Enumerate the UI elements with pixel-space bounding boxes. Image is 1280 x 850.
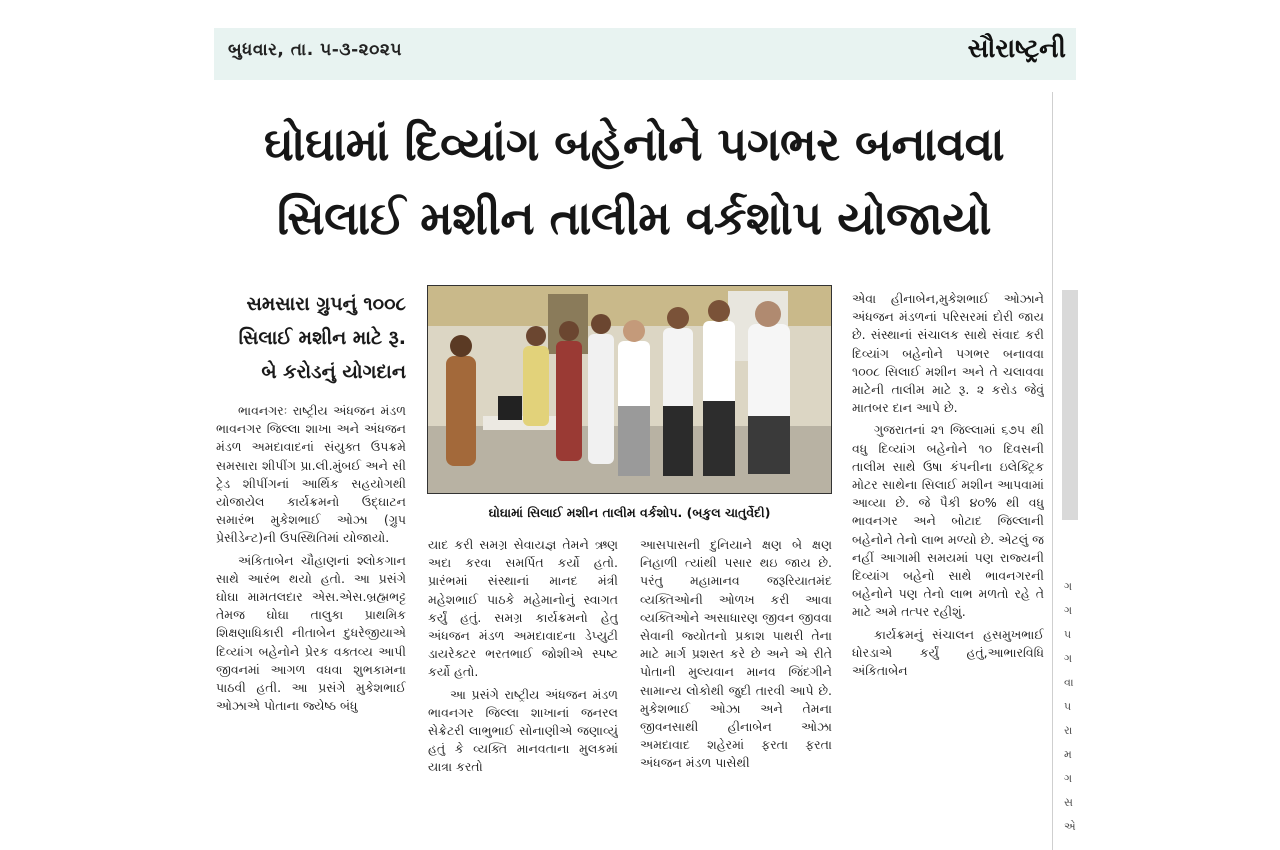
headline-line-2: સિલાઈ મશીન તાલીમ વર્કશોપ યોજાયો — [277, 191, 991, 245]
paragraph: યાદ કરી સમગ્ર સેવાયજ્ઞ તેમને ઋણ અદા કરવા સમર્પિત કર્યો હતો. પ્રારંભમાં સંસ્થાનાં માનદ મંત્રી મહેશભાઈ પાઠકે મહેમાનોનું સ્વાગત કર્યું હતું. સમગ્ર કાર્યક્રમનો હેતુ અંધજન મંડળ અમદાવાદના ડેપ્યુટી ડાયરેક્ટર ભરતભાઈ જોશીએ સ્પષ્ટ કર્યો હતો. — [428, 537, 618, 680]
newspaper-name: સૌરાષ્ટ્રની — [967, 34, 1066, 64]
article-column-4 — [852, 290, 1044, 850]
subheadline-line-1: સમસારા ગ્રુપનું ૧૦૦૮ — [246, 293, 406, 315]
paragraph: અંકિતાબેન ચૌહાણનાં શ્લોકગાન સાથે આરંભ થયો હતો. આ પ્રસંગે ઘોઘા મામતલદાર એસ.એસ.બ્રહ્મભટ્ટ તેમજ ઘોઘા તાલુકા પ્રાથમિક શિક્ષણાધિકારી નીતાબેન દુધરેજીયાએ દિવ્યાંગ બહેનોને પ્રેરક વક્તવ્ય આપી જીવનમાં આગળ વધવા શુભકામના પાઠવી હતી. આ પ્રસંગે મુકેશભાઈ ઓઝાએ પોતાના જ્યેષ્ઠ બંધુ — [216, 552, 406, 714]
news-photo — [427, 285, 832, 494]
subheadline — [216, 287, 406, 389]
subheadline-line-3: બે કરોડનું યોગદાન — [261, 361, 406, 383]
article-column-1 — [216, 402, 406, 850]
paragraph: ગુજરાતનાં ૨૧ જિલ્લામાં ૬૭૫ થી વધુ દિવ્યાંગ બહેનોને ૧૦ દિવસની તાલીમ સાથે ઉષા કંપનીના ઇલેક્ટ્રિક મોટર સાથેના સિલાઈ મશીન આપવામાં આવ્યા છે. જે પૈકી ૪૦% થી વધુ ભાવનગર અને બોટાદ જિલ્લાની બહેનોને તેનો લાભ મળ્યો છે. એટલું જ નહીં આગામી સમયમાં પણ રાજ્યની દિવ્યાંગ બહેનો સાથે ભાવનગરની બહેનોને પણ તેનો લાભ મળતો રહે તે માટે અમે તત્પર રહીશું. — [852, 422, 1044, 620]
photo-caption: ઘોઘામાં સિલાઈ મશીન તાલીમ વર્કશોપ. (બકુલ ચાતુર્વેદી) — [488, 505, 771, 520]
paragraph: ભાવનગરઃ રાષ્ટ્રીય અંધજન મંડળ ભાવનગર જિલ્લા શાખા અને અંધજન મંડળ અમદાવાદનાં સંયુક્ત ઉપક્રમે સમસારા શીપીંગ પ્રા.લી.મુંબઈ અને સી ટ્રેડ શીપીંગનાં આર્થિક સહયોગથી યોજાયેલ કાર્યક્રમનો ઉદ્ઘાટન સમારંભ મુકેશભાઈ ઓઝા (ગ્રુપ પ્રેસીડેન્ટ)ની ઉપસ્થિતિમાં યોજાયો. — [216, 403, 406, 546]
paragraph: એવા હીનાબેન,મુકેશભાઈ ઓઝાને અંધજન મંડળનાં પરિસરમાં દોરી જાય છે. સંસ્થાનાં સંચાલક સાથે સંવાદ કરી દિવ્યાંગ બહેનોને પગભર બનાવવા ૧૦૦૮ સિલાઈ મશીન અને તે ચલાવવા માટેની તાલીમ માટે રૂ. ૨ કરોડ જેવું માતબર દાન આપે છે. — [852, 291, 1044, 416]
adjacent-page-photo — [1062, 290, 1078, 520]
subheadline-line-2: સિલાઈ મશીન માટે રૂ. — [238, 327, 406, 349]
article-column-3 — [640, 536, 832, 850]
headline-line-1: ઘોઘામાં દિવ્યાંગ બહેનોને પગભર બનાવવા — [263, 117, 1005, 171]
issue-date: બુધવાર, તા. ૫-૩-૨૦૨૫ — [228, 40, 403, 60]
adjacent-page-text: ગ ગ પ ગ વા પ રા મ ગ સ એ — [1064, 580, 1076, 833]
paragraph: આસપાસની દુનિયાને ક્ષણ બે ક્ષણ નિહાળી ત્યાંથી પસાર થઇ જાય છે. પરંતુ મહામાનવ જરૂરિયાતમંદ વ્યક્તિઓની ઓળખ કરી આવા વ્યક્તિઓને અસાધારણ જીવન જીવવા સેવાની જ્યોતનો પ્રકાશ પાથરી તેના માટે માર્ગ પ્રશસ્ત કરે છે અને એ રીતે પોતાની મુલ્યવાન માનવ જિંદગીને સામાન્ય લોકોથી જુદી તારવી આપે છે. મુકેશભાઈ ઓઝા અને તેમના જીવનસાથી હીનાબેન ઓઝા અમદાવાદ શહેરમાં ફરતા ફરતા અંધજન મંડળ પાસેથી — [640, 537, 832, 771]
paragraph: આ પ્રસંગે રાષ્ટ્રીય અંધજન મંડળ ભાવનગર જિલ્લા શાખાનાં જનરલ સેક્રેટરી લાભુભાઈ સોનાણીએ જણાવ્યું હતું કે વ્યક્તિ માનવતાના મુલકમાં યાત્રા કરતો — [428, 686, 618, 775]
article-column-2 — [428, 536, 618, 850]
paragraph: કાર્યક્રમનું સંચાલન હસમુખભાઈ ધોરડાએ કર્યું હતું,આભારવિધિ અંકિતાબેન — [852, 626, 1044, 679]
photo-illustration — [428, 286, 831, 493]
